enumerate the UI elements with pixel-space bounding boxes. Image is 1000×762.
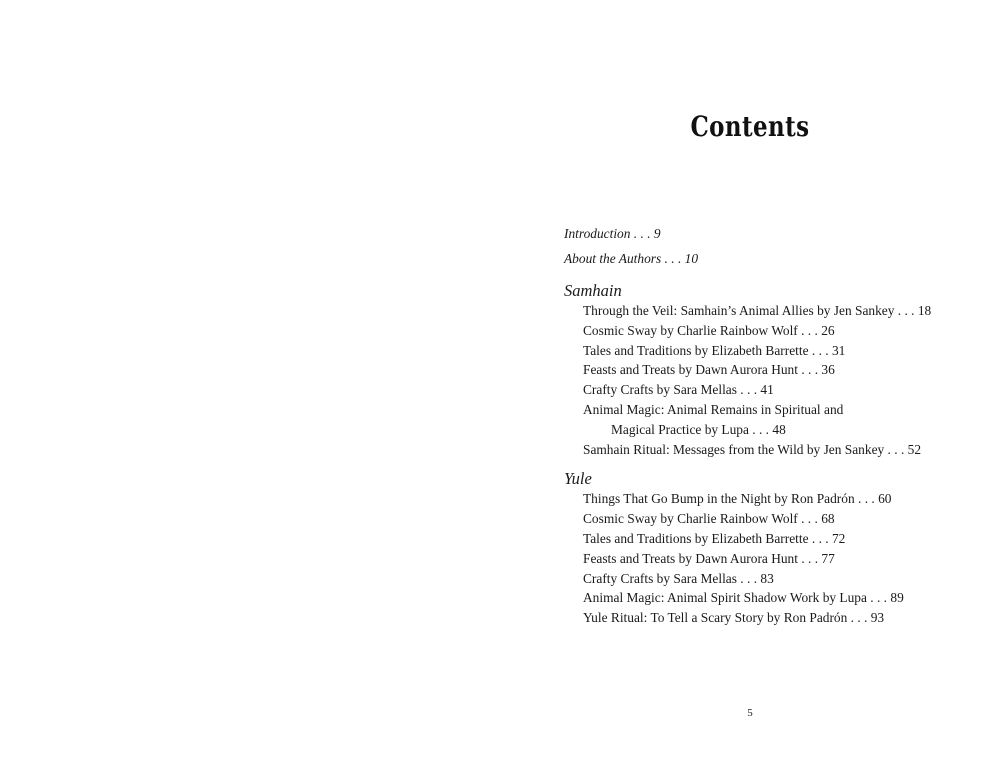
- table-of-contents: [564, 222, 984, 636]
- toc-entry: Tales and Traditions by Elizabeth Barrette . . . 72: [583, 530, 846, 546]
- section-heading-samhain: Samhain: [564, 281, 622, 300]
- toc-introduction: Introduction . . . 9: [564, 226, 661, 241]
- toc-entry: Crafty Crafts by Sara Mellas . . . 83: [583, 570, 774, 586]
- toc-entry: Things That Go Bump in the Night by Ron Padrón . . . 60: [583, 491, 892, 507]
- toc-entry: Cosmic Sway by Charlie Rainbow Wolf . . . 68: [583, 511, 835, 527]
- toc-entry: Yule Ritual: To Tell a Scary Story by Ron Padrón . . . 93: [583, 610, 885, 626]
- page-number: 5: [747, 707, 753, 719]
- page-title: Contents: [690, 110, 810, 143]
- toc-entry: Tales and Traditions by Elizabeth Barrette . . . 31: [583, 342, 846, 358]
- toc-entry: Animal Magic: Animal Spirit Shadow Work by Lupa . . . 89: [583, 590, 904, 606]
- toc-entry: Feasts and Treats by Dawn Aurora Hunt . . . 77: [583, 550, 835, 566]
- toc-entry: Through the Veil: Samhain’s Animal Allies by Jen Sankey . . . 18: [583, 303, 932, 318]
- toc-entry: Samhain Ritual: Messages from the Wild by Jen Sankey . . . 52: [583, 441, 922, 457]
- toc-entry: Animal Magic: Animal Remains in Spiritual and: [583, 401, 844, 417]
- toc-entry: Crafty Crafts by Sara Mellas . . . 41: [583, 382, 774, 398]
- section-heading-yule: Yule: [564, 469, 592, 489]
- toc-entry: Cosmic Sway by Charlie Rainbow Wolf . . . 26: [583, 322, 835, 338]
- toc-section-yule: [564, 469, 984, 628]
- toc-about-authors: About the Authors . . . 10: [564, 250, 699, 266]
- toc-entry: Feasts and Treats by Dawn Aurora Hunt . . . 36: [583, 362, 835, 378]
- toc-section-samhain: [564, 281, 984, 459]
- toc-entry-continuation: Magical Practice by Lupa . . . 48: [611, 421, 786, 437]
